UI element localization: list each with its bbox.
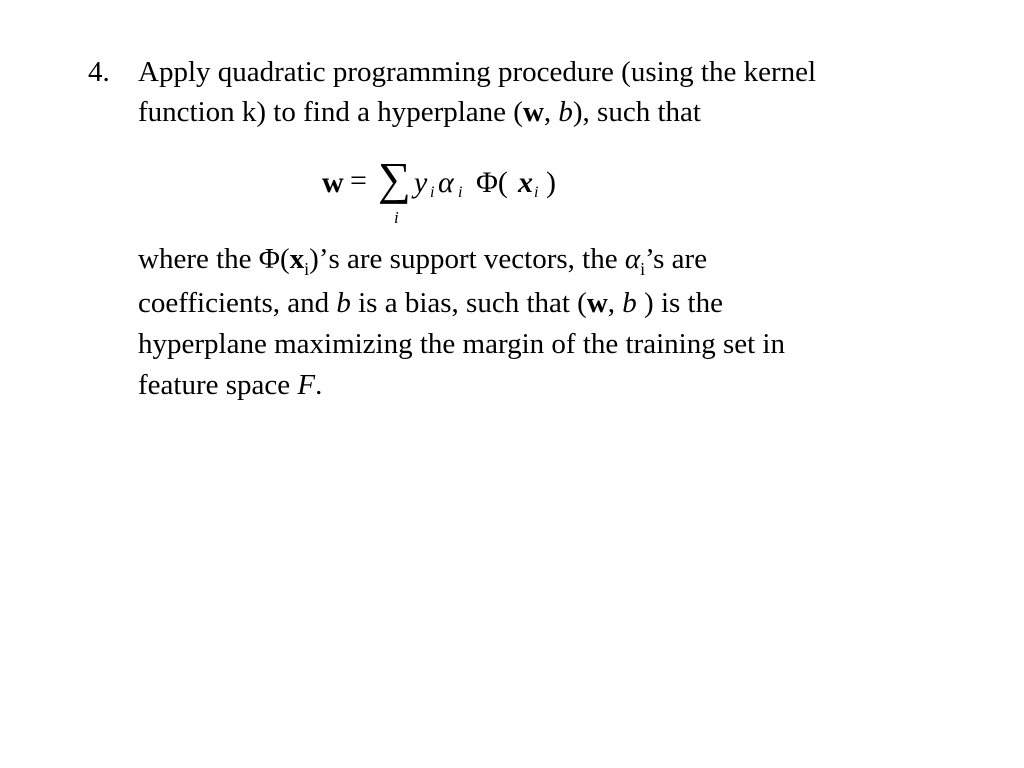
- text-run: ), such that: [572, 96, 701, 128]
- where-line-1: [138, 239, 998, 283]
- eq-phi: Φ(: [476, 166, 508, 199]
- bias-symbol: b: [558, 96, 573, 128]
- eq-x: x: [518, 166, 533, 199]
- item-line-2: [138, 92, 998, 132]
- sum-index: i: [394, 208, 399, 227]
- where-line-3: hyperplane maximizing the margin of the training set in: [138, 328, 785, 360]
- bias-symbol: b: [622, 287, 637, 319]
- where-paragraph: [138, 239, 998, 406]
- text-run: where the Φ(: [138, 243, 290, 275]
- weight-vector-symbol: w: [522, 96, 544, 128]
- weight-equation: [322, 150, 622, 240]
- eq-w: w: [322, 166, 344, 199]
- eq-alpha: α: [438, 166, 454, 199]
- where-line-2: [138, 283, 998, 324]
- list-item-text: [138, 52, 998, 132]
- eq-close-paren: ): [546, 166, 556, 199]
- text-run: coefficients, and: [138, 287, 337, 319]
- list-item-number: 4.: [88, 56, 110, 88]
- text-run: .: [315, 369, 323, 401]
- sum-symbol: ∑: [378, 153, 411, 204]
- x-symbol: x: [289, 243, 305, 275]
- text-run: ) is the: [636, 287, 723, 319]
- eq-x-sub: i: [534, 184, 539, 201]
- where-line-4: [138, 365, 998, 406]
- bias-symbol: b: [336, 287, 351, 319]
- eq-equals: =: [350, 164, 367, 197]
- alpha-subscript: i: [640, 259, 646, 279]
- eq-alpha-sub: i: [458, 184, 463, 201]
- weight-vector-symbol: w: [586, 287, 608, 319]
- text-run: ,: [607, 287, 623, 319]
- eq-y: y: [414, 166, 428, 199]
- feature-space-symbol: F: [297, 369, 316, 401]
- text-run: ’s are: [645, 243, 708, 275]
- text-run: is a bias, such that (: [350, 287, 587, 319]
- item-line-1: Apply quadratic programming procedure (using the kernel: [138, 56, 817, 88]
- text-run: ,: [543, 96, 559, 128]
- x-subscript: i: [304, 259, 310, 279]
- text-run: feature space: [138, 369, 298, 401]
- alpha-symbol: α: [624, 243, 641, 275]
- text-run: )’s are support vectors, the: [309, 243, 625, 275]
- text-run: function k) to find a hyperplane (: [138, 96, 523, 128]
- eq-y-sub: i: [430, 184, 435, 201]
